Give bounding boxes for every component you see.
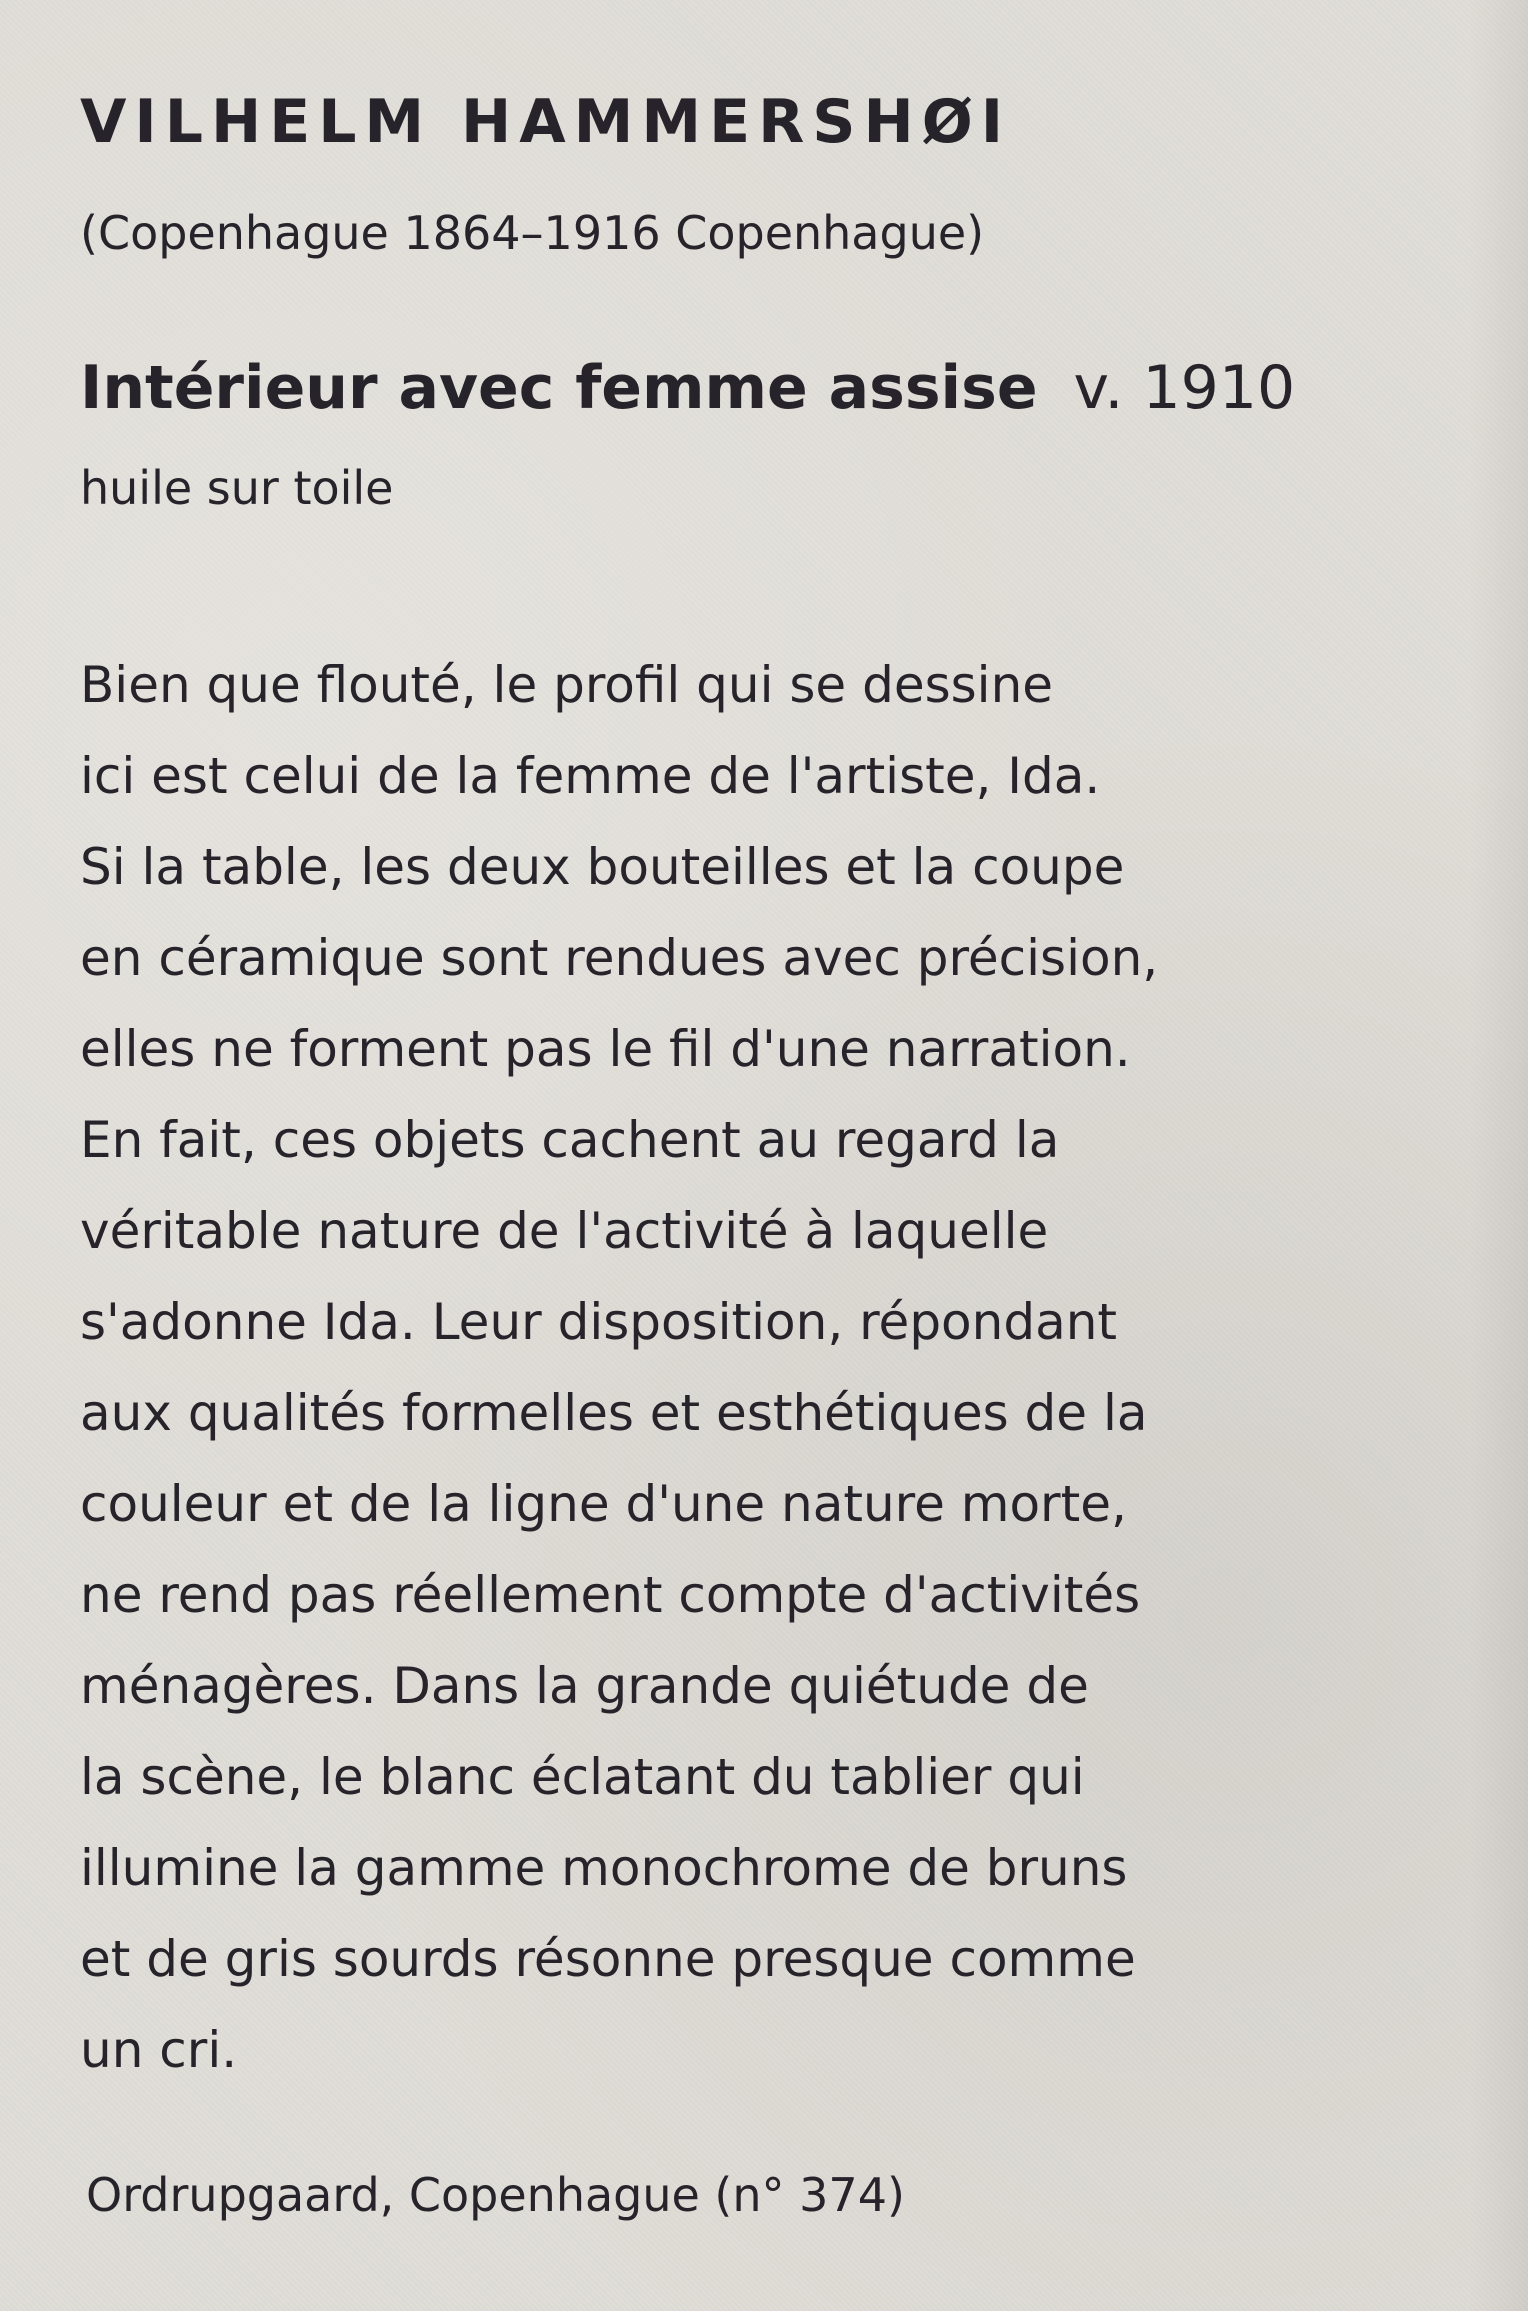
description-line: ne rend pas réellement compte d'activités bbox=[80, 1566, 1141, 1624]
artwork-medium: huile sur toile bbox=[80, 461, 394, 515]
description-line: aux qualités formelles et esthétiques de la bbox=[80, 1384, 1148, 1442]
description-line: un cri. bbox=[80, 2021, 238, 2079]
artwork-date: v. 1910 bbox=[1073, 353, 1296, 423]
artwork-description bbox=[80, 640, 1460, 2096]
description-line: Bien que flouté, le profil qui se dessine bbox=[80, 656, 1054, 714]
description-line: illumine la gamme monochrome de bruns bbox=[80, 1839, 1128, 1897]
description-line: en céramique sont rendues avec précision, bbox=[80, 929, 1159, 987]
description-line: ménagères. Dans la grande quiétude de bbox=[80, 1657, 1089, 1715]
description-line: et de gris sourds résonne presque comme bbox=[80, 1930, 1136, 1988]
collection-credit: Ordrupgaard, Copenhague (n° 374) bbox=[86, 2168, 905, 2222]
artwork-title: Intérieur avec femme assise bbox=[80, 353, 1038, 423]
description-line: ici est celui de la femme de l'artiste, Ida. bbox=[80, 747, 1101, 805]
description-line: Si la table, les deux bouteilles et la coupe bbox=[80, 838, 1125, 896]
description-line: véritable nature de l'activité à laquelle bbox=[80, 1202, 1049, 1260]
artist-dates: (Copenhague 1864–1916 Copenhague) bbox=[80, 206, 985, 260]
description-line: En fait, ces objets cachent au regard la bbox=[80, 1111, 1060, 1169]
description-line: couleur et de la ligne d'une nature morte, bbox=[80, 1475, 1127, 1533]
artist-name: VILHELM HAMMERSHØI bbox=[80, 87, 1012, 157]
description-line: s'adonne Ida. Leur disposition, répondant bbox=[80, 1293, 1118, 1351]
artwork-title-line bbox=[80, 353, 1296, 423]
description-line: la scène, le blanc éclatant du tablier qui bbox=[80, 1748, 1085, 1806]
card-edge-shadow bbox=[1468, 0, 1528, 2311]
description-line: elles ne forment pas le fil d'une narration. bbox=[80, 1020, 1131, 1078]
